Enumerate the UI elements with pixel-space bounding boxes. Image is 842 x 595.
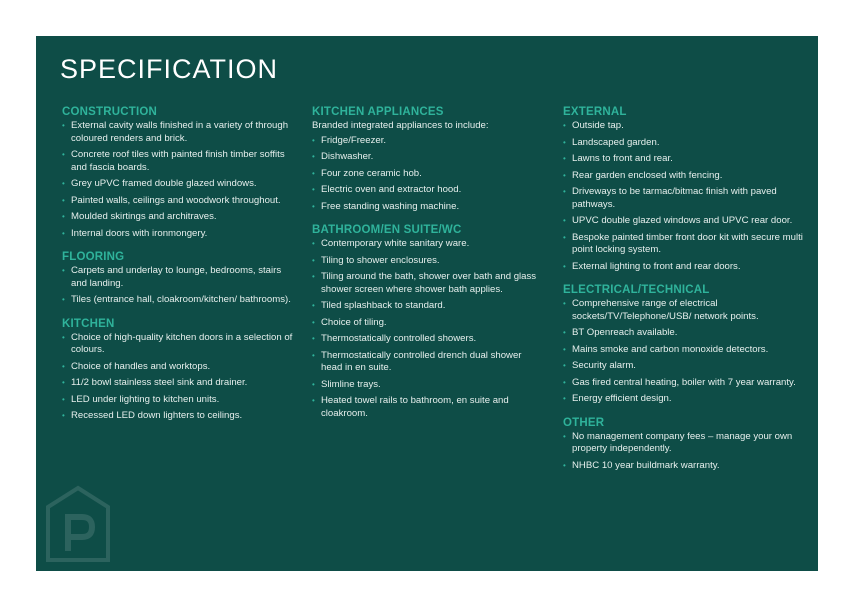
spec-list-item: • Tiling around the bath, shower over bath and glass shower screen where shower bath applies.	[312, 271, 544, 296]
spec-list-item: • Four zone ceramic hob.	[312, 168, 544, 181]
spec-list-item: • Tiled splashback to standard.	[312, 300, 544, 313]
spec-list-item: • Rear garden enclosed with fencing.	[563, 170, 803, 183]
spec-list-item: • Dishwasher.	[312, 151, 544, 164]
spec-list-item: • Grey uPVC framed double glazed windows.	[62, 178, 294, 191]
spec-list-item: • Tiles (entrance hall, cloakroom/kitchen/ bathrooms).	[62, 294, 294, 307]
spec-list-item: • UPVC double glazed windows and UPVC rear door.	[563, 215, 803, 228]
spec-list-item: • Mains smoke and carbon monoxide detectors.	[563, 344, 803, 357]
spec-list-item: • Bespoke painted timber front door kit with secure multi point locking system.	[563, 232, 803, 257]
spec-list-item: • Painted walls, ceilings and woodwork throughout.	[62, 195, 294, 208]
spec-list-item: • Moulded skirtings and architraves.	[62, 211, 294, 224]
section-electrical-technical	[563, 284, 803, 406]
spec-list-item: • NHBC 10 year buildmark warranty.	[563, 460, 803, 473]
spec-list-item: • Comprehensive range of electrical sockets/TV/Telephone/USB/ network points.	[563, 298, 803, 323]
section-kitchen-appliances	[312, 106, 544, 213]
spec-list-item: • Choice of handles and worktops.	[62, 361, 294, 374]
spec-list-item: • Internal doors with ironmongery.	[62, 228, 294, 241]
column-1	[62, 106, 294, 434]
section-bathroom-en-suite-wc	[312, 224, 544, 420]
spec-list-item: • Gas fired central heating, boiler with 7 year warranty.	[563, 377, 803, 390]
spec-list	[563, 298, 803, 406]
column-3	[563, 106, 803, 483]
spec-list-item: • BT Openreach available.	[563, 327, 803, 340]
spec-list	[563, 120, 803, 273]
spec-list-item: • Lawns to front and rear.	[563, 153, 803, 166]
section-construction	[62, 106, 294, 240]
spec-list-item: • Fridge/Freezer.	[312, 135, 544, 148]
spec-list	[563, 431, 803, 473]
spec-list-item: • Recessed LED down lighters to ceilings.	[62, 410, 294, 423]
section-heading: EXTERNAL	[563, 106, 627, 118]
spec-list-item: • Carpets and underlay to lounge, bedrooms, stairs and landing.	[62, 265, 294, 290]
spec-list-item: • Thermostatically controlled showers.	[312, 333, 544, 346]
spec-list-item: • External lighting to front and rear doors.	[563, 261, 803, 274]
spec-list-item: • Slimline trays.	[312, 379, 544, 392]
spec-list-item: • Energy efficient design.	[563, 393, 803, 406]
specification-panel	[36, 36, 818, 571]
spec-list	[312, 238, 544, 420]
spec-list-item: • Outside tap.	[563, 120, 803, 133]
spec-list-item: • Thermostatically controlled drench dual shower head in en suite.	[312, 350, 544, 375]
section-heading: KITCHEN APPLIANCES	[312, 106, 444, 118]
section-heading: FLOORING	[62, 251, 125, 263]
column-2	[312, 106, 544, 431]
section-heading: ELECTRICAL/TECHNICAL	[563, 284, 710, 296]
spec-list-item: • Choice of high-quality kitchen doors in a selection of colours.	[62, 332, 294, 357]
spec-list	[62, 120, 294, 240]
section-heading: KITCHEN	[62, 317, 115, 330]
section-heading: OTHER	[563, 416, 605, 429]
spec-list	[62, 265, 294, 307]
property-p-logo-icon	[44, 485, 112, 563]
spec-list-item: • Landscaped garden.	[563, 137, 803, 150]
spec-list-item: • External cavity walls finished in a variety of through coloured renders and brick.	[62, 120, 294, 145]
spec-list	[312, 135, 544, 214]
spec-list-item: • Security alarm.	[563, 360, 803, 373]
section-heading: CONSTRUCTION	[62, 106, 158, 118]
spec-list-item: • No management company fees – manage your own property independently.	[563, 431, 803, 456]
spec-list	[62, 332, 294, 423]
page-title: SPECIFICATION	[60, 54, 279, 84]
spec-list-item: • Concrete roof tiles with painted finish timber soffits and fascia boards.	[62, 149, 294, 174]
section-intro: Branded integrated appliances to include:	[312, 120, 489, 131]
spec-list-item: • Tiling to shower enclosures.	[312, 255, 544, 268]
section-heading: BATHROOM/EN SUITE/WC	[312, 224, 462, 236]
spec-list-item: • Choice of tiling.	[312, 317, 544, 330]
spec-list-item: • Contemporary white sanitary ware.	[312, 238, 544, 251]
spec-list-item: • Electric oven and extractor hood.	[312, 184, 544, 197]
spec-list-item: • 11/2 bowl stainless steel sink and drainer.	[62, 377, 294, 390]
section-kitchen	[62, 318, 294, 423]
section-other	[563, 417, 803, 473]
section-flooring	[62, 251, 294, 307]
spec-list-item: • LED under lighting to kitchen units.	[62, 394, 294, 407]
section-external	[563, 106, 803, 273]
spec-list-item: • Driveways to be tarmac/bitmac finish with paved pathways.	[563, 186, 803, 211]
spec-list-item: • Free standing washing machine.	[312, 201, 544, 214]
spec-list-item: • Heated towel rails to bathroom, en suite and cloakroom.	[312, 395, 544, 420]
